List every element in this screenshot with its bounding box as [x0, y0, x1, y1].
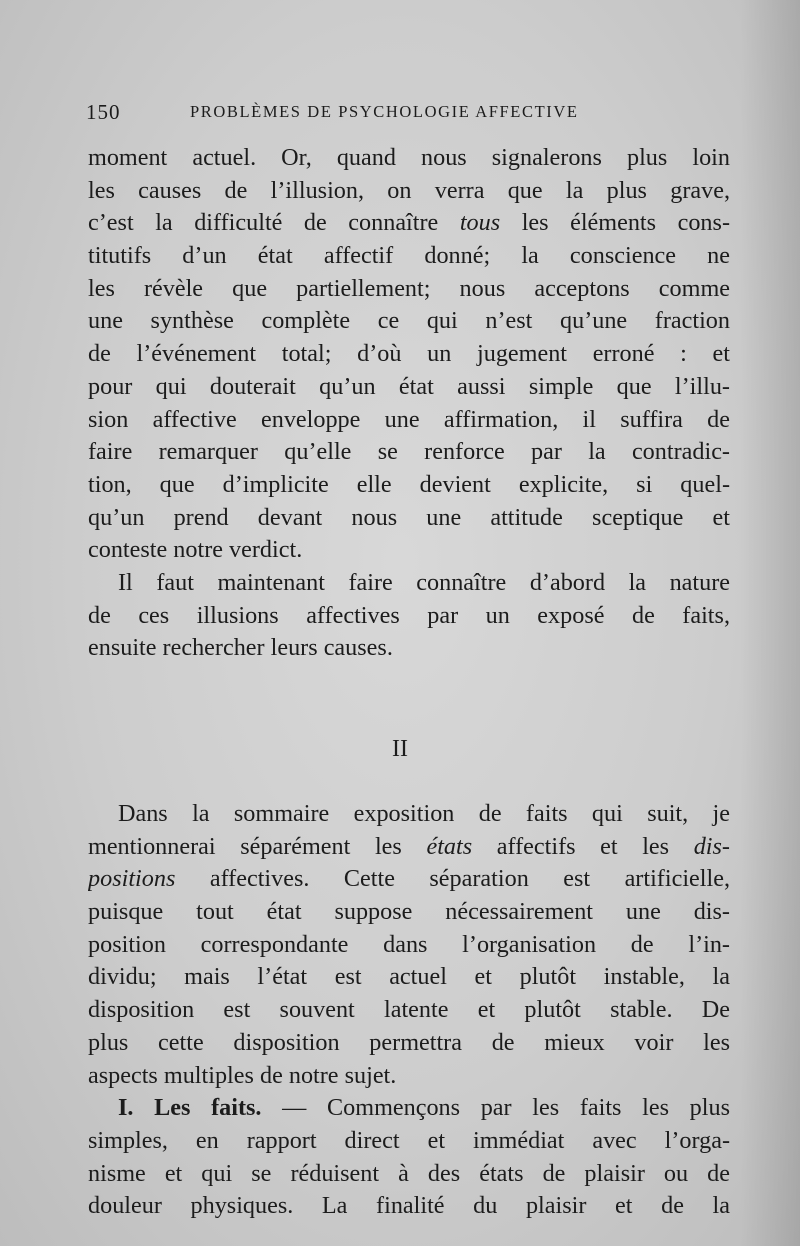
text-line: une synthèse complète ce qui n’est qu’une fraction: [88, 307, 730, 335]
text-line: Il faut maintenant faire connaître d’abord la nature: [118, 568, 730, 596]
text-line: de l’événement total; d’où un jugement erroné : et: [88, 340, 730, 368]
paragraph-block-2: [88, 798, 730, 1223]
text-line: qu’un prend devant nous une attitude sceptique et: [88, 503, 730, 531]
text-line: tion, que d’implicite elle devient explicite, si quel-: [88, 470, 730, 498]
text-line: [88, 863, 730, 896]
text-line: faire remarquer qu’elle se renforce par la contradic-: [88, 438, 730, 466]
italic-word: positions: [88, 865, 176, 893]
text-line: position correspondante dans l’organisation de l’in-: [88, 930, 730, 958]
italic-word: tous: [459, 209, 501, 237]
text-line: titutifs d’un état affectif donné; la conscience ne: [88, 242, 730, 270]
text-line: disposition est souvent latente et plutôt stable. De: [88, 996, 730, 1024]
text-line: nisme et qui se réduisent à des états de plaisir ou de: [88, 1159, 730, 1187]
italic-word: dis-: [693, 832, 730, 860]
text-line: pour qui douterait qu’un état aussi simple que l’illu-: [88, 372, 730, 400]
text-line: les révèle que partiellement; nous acceptons comme: [88, 274, 730, 302]
text-line: les causes de l’illusion, on verra que la plus grave,: [88, 176, 730, 204]
text-run: mentionnerai séparément les: [88, 832, 427, 860]
text-run: affectives. Cette séparation est artificielle,: [175, 865, 730, 893]
text-line: aspects multiples de notre sujet.: [88, 1061, 397, 1089]
text-run: affectifs et les: [472, 832, 694, 860]
text-line: douleur physiques. La finalité du plaisir et de la: [88, 1192, 730, 1220]
text-line: [88, 207, 730, 240]
text-line: sion affective enveloppe une affirmation, il suffira de: [88, 405, 730, 433]
section-heading: II: [392, 736, 408, 762]
text-line: [88, 1092, 730, 1125]
text-line: ensuite rechercher leurs causes.: [88, 634, 393, 662]
text-line: Dans la sommaire exposition de faits qui suit, je: [118, 800, 730, 827]
paragraph-block-1: [88, 142, 730, 665]
text-line: [88, 831, 730, 864]
text-run: c’est la difficulté de connaître: [88, 209, 460, 237]
text-line: plus cette disposition permettra de mieux voir les: [88, 1028, 730, 1056]
text-line: moment actuel. Or, quand nous signalerons plus loin: [88, 144, 730, 171]
italic-word: états: [426, 832, 473, 860]
running-head-title: PROBLÈMES DE PSYCHOLOGIE AFFECTIVE: [190, 102, 579, 121]
bold-heading: I. Les faits.: [118, 1094, 262, 1122]
text-line: de ces illusions affectives par un exposé de faits,: [88, 601, 730, 629]
text-line: dividu; mais l’état est actuel et plutôt instable, la: [88, 963, 730, 991]
text-line: conteste notre verdict.: [88, 536, 303, 564]
running-head: [86, 100, 736, 132]
page-number: 150: [86, 100, 121, 124]
text-run: les éléments cons-: [500, 209, 730, 237]
text-line: puisque tout état suppose nécessairement une dis-: [88, 898, 730, 926]
text-line: simples, en rapport direct et immédiat avec l’orga-: [88, 1126, 730, 1154]
text-run: — Commençons par les faits les plus: [261, 1094, 730, 1122]
